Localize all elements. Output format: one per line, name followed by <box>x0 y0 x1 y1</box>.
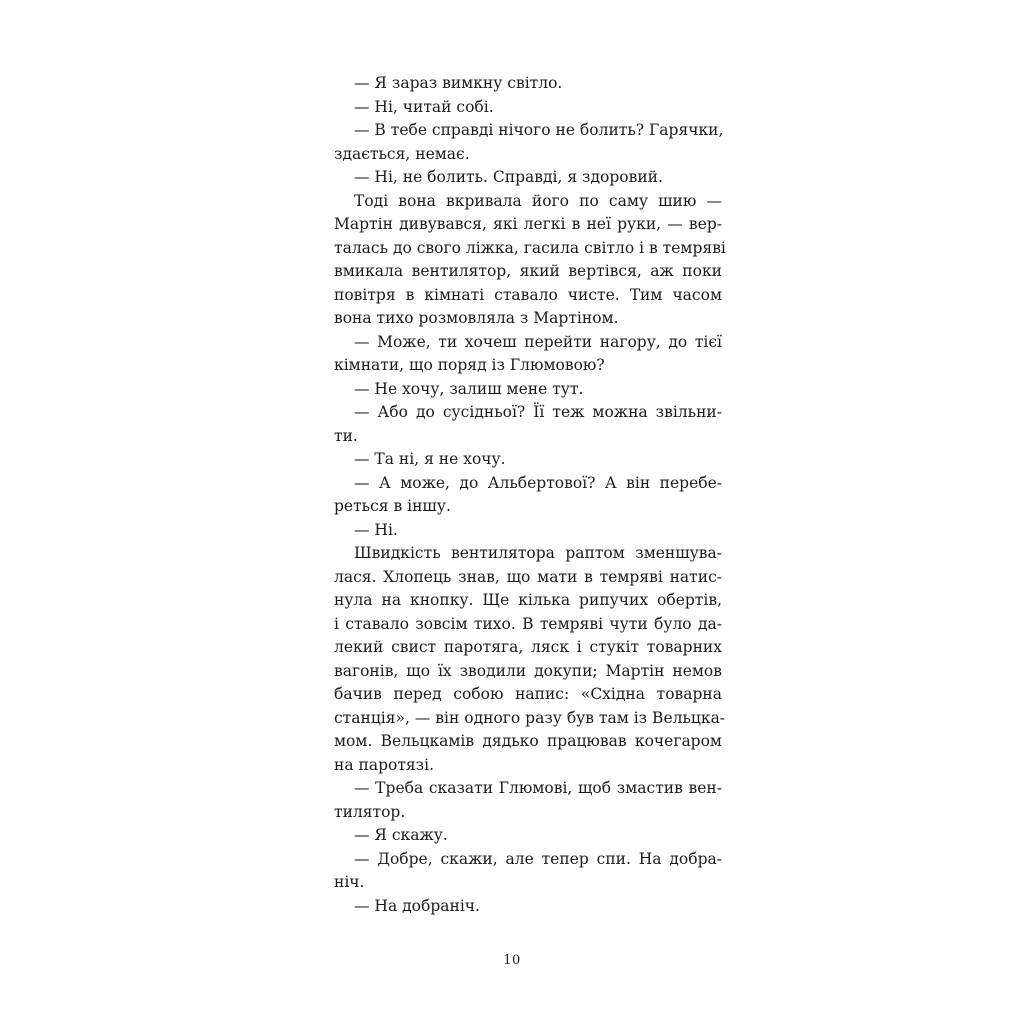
text-line: мом. Вельцкамів дядько працював кочегаром <box>334 732 722 750</box>
text-line: Швидкість вентилятора раптом зменшува- <box>354 544 722 562</box>
text-line: — Може, ти хочеш перейти нагору, до тієї <box>354 332 722 351</box>
text-line: вмикала вентилятор, який вертівся, аж поки <box>334 262 722 280</box>
text-line: талась до свого ліжка, гасила світло і в темряві <box>334 238 726 257</box>
page-number: 10 <box>503 953 521 968</box>
text-line: бачив перед собою напис: «Східна товарна <box>334 685 722 703</box>
text-line: нула на кнопку. Ще кілька рипучих обертів, <box>334 591 722 609</box>
text-line: — Ні. <box>354 520 398 539</box>
text-line: тилятор. <box>334 802 406 821</box>
body-text <box>334 72 726 918</box>
text-line: Мартін дивувався, які легкі в неї руки, — вер- <box>334 215 722 233</box>
text-line: — В тебе справді нічого не болить? Гарячки, <box>354 121 724 139</box>
text-line: повітря в кімнаті ставало чисте. Тим часом <box>334 285 722 304</box>
text-line: — Ні, не болить. Справді, я здоровий. <box>354 168 663 186</box>
text-line: — А може, до Альбертової? А він перебе- <box>354 473 722 492</box>
text-line: реться в іншу. <box>334 497 451 515</box>
text-line: — На добраніч. <box>354 896 480 915</box>
text-line: і ставало зовсім тихо. В темряві чути було да- <box>334 614 722 633</box>
text-line: — Не хочу, залиш мене тут. <box>354 379 584 398</box>
text-line: здається, немає. <box>334 144 470 163</box>
text-line: — Ні, читай собі. <box>354 97 494 116</box>
text-line: — Треба сказати Глюмові, щоб змастив вен- <box>354 779 722 797</box>
text-line: вона тихо розмовляла з Мартіном. <box>334 309 619 327</box>
text-line: на паротязі. <box>334 755 435 774</box>
text-line: — Я зараз вимкну світло. <box>354 74 563 92</box>
text-line: — Та ні, я не хочу. <box>354 450 506 468</box>
text-line: — Добре, скажи, але тепер спи. На добра- <box>354 849 722 868</box>
text-line: вагонів, що їх зводили докупи; Мартін немов <box>334 661 722 680</box>
text-line: ніч. <box>334 873 365 891</box>
text-line: Тоді вона вкривала його по саму шию — <box>354 191 722 210</box>
text-line: лекий свист паротяга, ляск і стукіт товарних <box>334 638 722 656</box>
text-line: кімнати, що поряд із Глюмовою? <box>334 356 605 374</box>
text-line: — Або до сусідньої? Її теж можна звільни- <box>354 403 722 421</box>
text-line: лася. Хлопець знав, що мати в темряві натис- <box>334 567 722 586</box>
text-line: ти. <box>334 426 358 445</box>
text-line: — Я скажу. <box>354 826 448 844</box>
text-line: станція», — він одного разу був там із Вельцка- <box>334 708 726 727</box>
